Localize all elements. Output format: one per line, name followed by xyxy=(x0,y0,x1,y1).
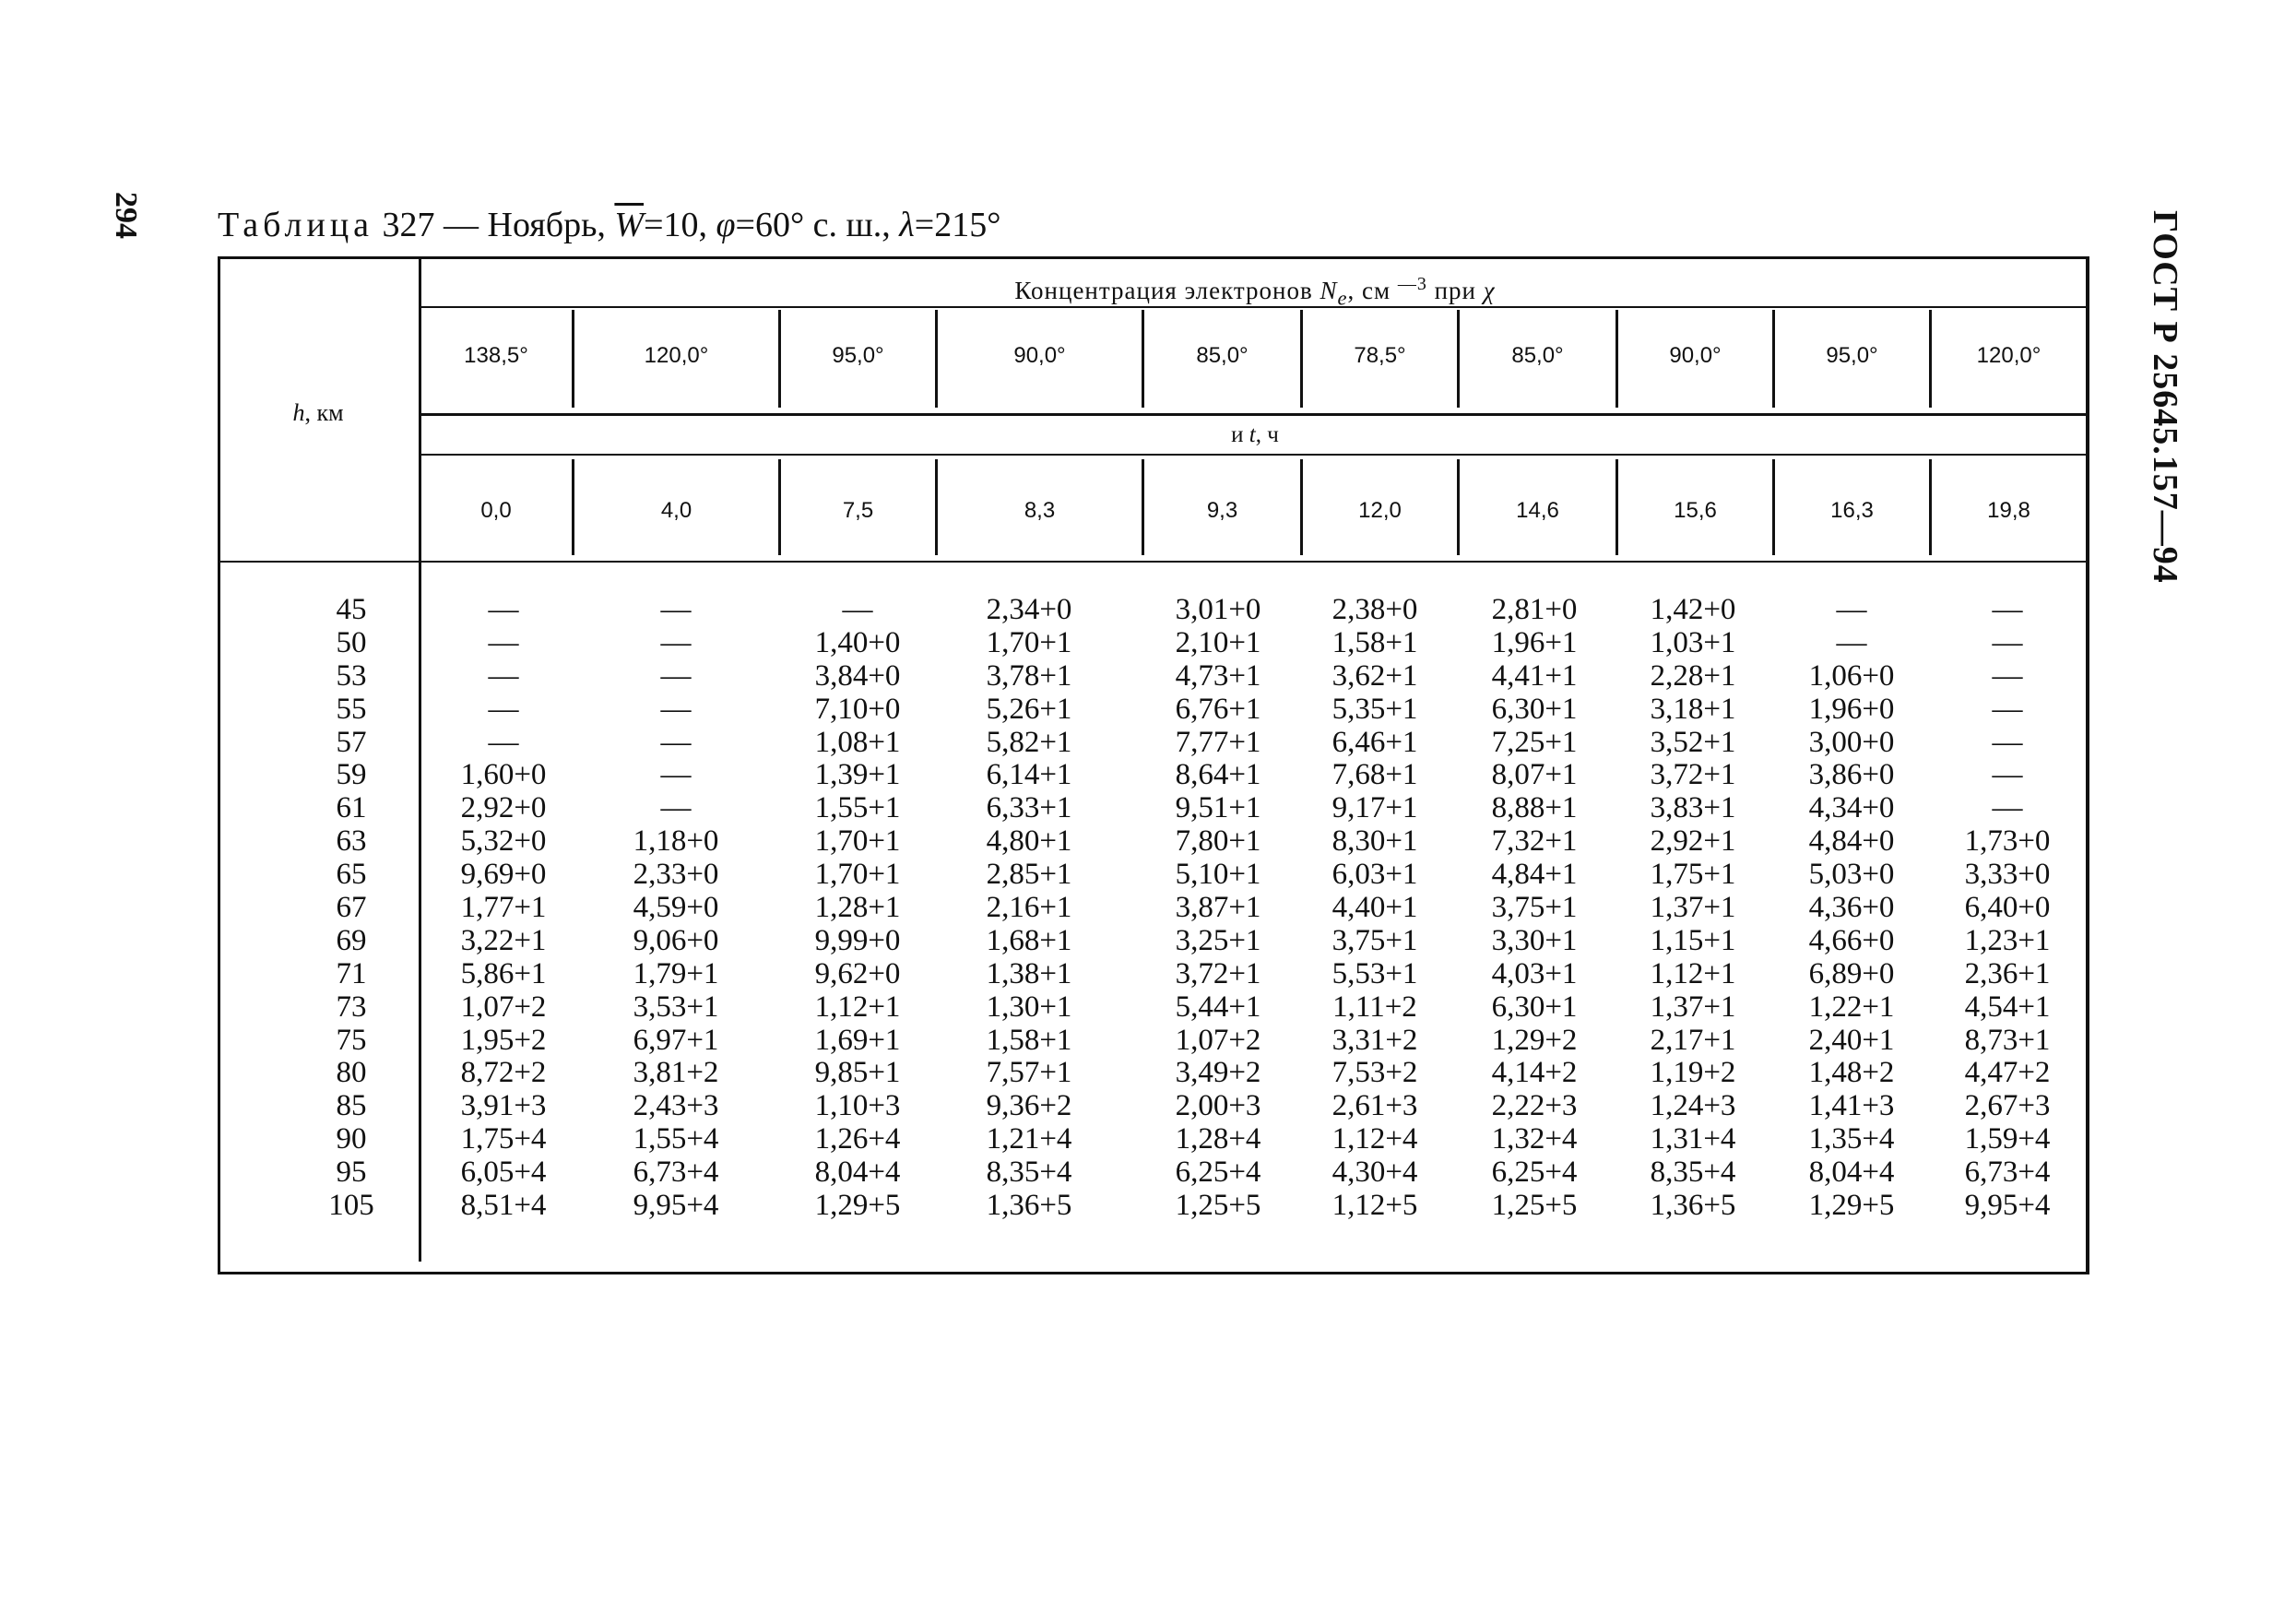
height-column-header xyxy=(218,395,419,432)
value-cell: 5,03+0 xyxy=(1808,858,1895,892)
value-cell: 3,52+1 xyxy=(1650,725,1736,759)
value-cell: 2,10+1 xyxy=(1175,625,1261,659)
chi-cell: 90,0° xyxy=(1669,343,1722,368)
chi-cell: 85,0° xyxy=(1196,343,1249,368)
value-cell: 1,48+2 xyxy=(1808,1056,1895,1090)
height-cell: 63 xyxy=(336,824,367,859)
value-cell: 2,61+3 xyxy=(1331,1089,1418,1123)
value-cell: — xyxy=(1992,593,2023,626)
value-cell: 7,77+1 xyxy=(1175,725,1261,759)
value-cell: 8,72+2 xyxy=(460,1056,547,1090)
value-column xyxy=(937,594,1121,1223)
value-cell: — xyxy=(660,658,692,693)
value-cell: — xyxy=(1836,625,1867,659)
group-header-text-2: , см xyxy=(1347,277,1398,304)
value-column xyxy=(573,594,779,1223)
t-cell: 9,3 xyxy=(1206,498,1238,523)
value-cell: 1,79+1 xyxy=(633,956,719,990)
value-cell: — xyxy=(1992,791,2023,825)
value-cell: 2,40+1 xyxy=(1808,1023,1895,1057)
t-cell: 8,3 xyxy=(1024,498,1056,523)
value-column xyxy=(1296,594,1453,1223)
caption-phi: φ xyxy=(716,206,736,244)
value-cell: 7,53+2 xyxy=(1331,1056,1418,1090)
height-cell: 105 xyxy=(328,1189,374,1223)
value-cell: 2,16+1 xyxy=(986,891,1072,925)
value-cell: 7,25+1 xyxy=(1491,725,1578,759)
table-bottom-rule xyxy=(218,1272,2089,1274)
value-column xyxy=(1140,594,1296,1223)
value-cell: 1,96+1 xyxy=(1491,625,1578,659)
value-cell: 2,22+3 xyxy=(1491,1089,1578,1123)
table-top-rule xyxy=(218,256,2089,259)
value-cell: 1,68+1 xyxy=(986,923,1072,957)
value-cell: 1,26+4 xyxy=(814,1122,901,1156)
value-column xyxy=(1929,594,2086,1223)
height-cell: 90 xyxy=(336,1122,367,1156)
chi-cell: 120,0° xyxy=(1976,343,2042,368)
value-cell: 1,29+5 xyxy=(814,1189,901,1223)
value-cell: — xyxy=(488,692,519,726)
value-cell: 1,69+1 xyxy=(814,1023,901,1057)
value-cell: 9,06+0 xyxy=(633,923,719,957)
value-cell: 2,00+3 xyxy=(1175,1089,1261,1123)
group-header-rule xyxy=(420,306,2086,308)
value-cell: — xyxy=(660,593,692,626)
value-cell: 1,95+2 xyxy=(460,1023,547,1057)
value-cell: 1,30+1 xyxy=(986,990,1072,1024)
value-cell: 5,53+1 xyxy=(1331,956,1418,990)
value-cell: 3,75+1 xyxy=(1331,923,1418,957)
value-cell: 1,03+1 xyxy=(1650,625,1736,659)
value-column xyxy=(775,594,941,1223)
value-cell: 8,35+4 xyxy=(986,1156,1072,1190)
value-cell: 6,97+1 xyxy=(633,1023,719,1057)
value-cell: 3,84+0 xyxy=(814,658,901,693)
value-cell: 1,59+4 xyxy=(1964,1122,2051,1156)
value-cell: 3,22+1 xyxy=(460,923,547,957)
value-cell: 1,28+1 xyxy=(814,891,901,925)
value-cell: 6,33+1 xyxy=(986,791,1072,825)
ne-symbol: N xyxy=(1320,277,1338,304)
value-cell: — xyxy=(1992,658,2023,693)
group-header-text-1: Концентрация электронов xyxy=(1014,277,1320,304)
value-cell: 4,34+0 xyxy=(1808,791,1895,825)
value-cell: — xyxy=(488,658,519,693)
value-cell: 8,73+1 xyxy=(1964,1023,2051,1057)
value-cell: 4,59+0 xyxy=(633,891,719,925)
value-cell: 3,31+2 xyxy=(1331,1023,1418,1057)
value-cell: 1,70+1 xyxy=(814,824,901,859)
height-cell: 45 xyxy=(336,593,367,626)
value-cell: 1,40+0 xyxy=(814,625,901,659)
caption-text-4: =215° xyxy=(914,206,1001,244)
value-cell: 1,10+3 xyxy=(814,1089,901,1123)
t-cell: 0,0 xyxy=(480,498,512,523)
table-caption xyxy=(218,205,1000,245)
height-cell: 73 xyxy=(336,990,367,1024)
height-cell: 50 xyxy=(336,625,367,659)
ne-subscript: e xyxy=(1337,286,1348,310)
time-header-text-1: и xyxy=(1231,422,1249,447)
table-right-border xyxy=(2086,256,2089,1274)
value-cell: — xyxy=(1992,692,2023,726)
value-cell: 2,33+0 xyxy=(633,858,719,892)
value-cell: 1,21+4 xyxy=(986,1122,1072,1156)
value-column xyxy=(1453,594,1615,1223)
value-cell: 1,07+2 xyxy=(1175,1023,1261,1057)
value-cell: — xyxy=(1992,758,2023,792)
value-cell: — xyxy=(488,593,519,626)
caption-text-2: =10, xyxy=(644,206,716,244)
chi-row-rule xyxy=(420,413,2086,416)
t-cell: 15,6 xyxy=(1674,498,1717,523)
value-cell: 1,06+0 xyxy=(1808,658,1895,693)
document-code: ГОСТ Р 25645.157—94 xyxy=(2146,210,2184,584)
value-cell: 2,28+1 xyxy=(1650,658,1736,693)
value-cell: 3,33+0 xyxy=(1964,858,2051,892)
value-cell: 6,73+4 xyxy=(633,1156,719,1190)
value-cell: 3,49+2 xyxy=(1175,1056,1261,1090)
value-cell: 1,22+1 xyxy=(1808,990,1895,1024)
value-cell: 9,99+0 xyxy=(814,923,901,957)
value-cell: 1,38+1 xyxy=(986,956,1072,990)
value-cell: 2,92+0 xyxy=(460,791,547,825)
height-unit: , км xyxy=(304,399,344,426)
value-cell: — xyxy=(660,725,692,759)
value-cell: 9,85+1 xyxy=(814,1056,901,1090)
value-cell: 3,72+1 xyxy=(1175,956,1261,990)
value-cell: 4,36+0 xyxy=(1808,891,1895,925)
value-cell: — xyxy=(488,625,519,659)
caption-text-3: =60° с. ш., xyxy=(735,206,900,244)
electron-concentration-header xyxy=(420,264,2089,310)
value-cell: 7,10+0 xyxy=(814,692,901,726)
value-cell: 8,51+4 xyxy=(460,1189,547,1223)
value-cell: 6,14+1 xyxy=(986,758,1072,792)
value-cell: 6,30+1 xyxy=(1491,692,1578,726)
unit-exponent: —3 xyxy=(1397,274,1427,294)
height-cell: 57 xyxy=(336,725,367,759)
value-cell: 6,03+1 xyxy=(1331,858,1418,892)
value-cell: 3,83+1 xyxy=(1650,791,1736,825)
value-cell: 7,57+1 xyxy=(986,1056,1072,1090)
value-cell: 1,35+4 xyxy=(1808,1122,1895,1156)
value-cell: 6,40+0 xyxy=(1964,891,2051,925)
value-cell: — xyxy=(1836,593,1867,626)
value-cell: 1,31+4 xyxy=(1650,1122,1736,1156)
value-cell: 7,32+1 xyxy=(1491,824,1578,859)
t-header-rule xyxy=(420,454,2086,456)
value-cell: 1,29+5 xyxy=(1808,1189,1895,1223)
time-symbol: t xyxy=(1249,422,1256,447)
value-cell: 2,34+0 xyxy=(986,593,1072,626)
value-cell: 1,12+1 xyxy=(814,990,901,1024)
value-cell: 1,58+1 xyxy=(986,1023,1072,1057)
value-cell: 6,25+4 xyxy=(1175,1156,1261,1190)
value-cell: 2,85+1 xyxy=(986,858,1072,892)
value-cell: 4,30+4 xyxy=(1331,1156,1418,1190)
value-cell: 1,75+4 xyxy=(460,1122,547,1156)
t-cell: 16,3 xyxy=(1830,498,1874,523)
value-cell: 3,75+1 xyxy=(1491,891,1578,925)
page-number: 294 xyxy=(109,192,143,239)
value-cell: 3,81+2 xyxy=(633,1056,719,1090)
caption-lambda: λ xyxy=(899,206,915,244)
value-cell: 1,42+0 xyxy=(1650,593,1736,626)
chi-cell: 95,0° xyxy=(832,343,884,368)
value-cell: 2,36+1 xyxy=(1964,956,2051,990)
height-cell: 61 xyxy=(336,791,367,825)
value-cell: 1,12+5 xyxy=(1331,1189,1418,1223)
value-cell: 1,36+5 xyxy=(986,1189,1072,1223)
height-cell: 55 xyxy=(336,692,367,726)
value-cell: 3,25+1 xyxy=(1175,923,1261,957)
value-cell: 8,07+1 xyxy=(1491,758,1578,792)
value-cell: 5,86+1 xyxy=(460,956,547,990)
value-cell: 3,30+1 xyxy=(1491,923,1578,957)
value-cell: 4,84+1 xyxy=(1491,858,1578,892)
value-cell: 5,10+1 xyxy=(1175,858,1261,892)
value-cell: 3,91+3 xyxy=(460,1089,547,1123)
value-cell: 1,29+2 xyxy=(1491,1023,1578,1057)
value-cell: — xyxy=(842,593,873,626)
value-cell: 4,41+1 xyxy=(1491,658,1578,693)
value-cell: 4,14+2 xyxy=(1491,1056,1578,1090)
value-column xyxy=(420,594,586,1223)
value-cell: 4,73+1 xyxy=(1175,658,1261,693)
height-cell: 53 xyxy=(336,658,367,693)
value-cell: 7,80+1 xyxy=(1175,824,1261,859)
chi-cell: 95,0° xyxy=(1826,343,1878,368)
value-cell: 1,28+4 xyxy=(1175,1122,1261,1156)
value-cell: 1,39+1 xyxy=(814,758,901,792)
value-cell: 1,07+2 xyxy=(460,990,547,1024)
value-cell: 2,67+3 xyxy=(1964,1089,2051,1123)
value-cell: 3,86+0 xyxy=(1808,758,1895,792)
value-cell: 7,68+1 xyxy=(1331,758,1418,792)
time-header-text-2: , ч xyxy=(1255,422,1279,447)
caption-prefix: Таблица xyxy=(218,206,374,244)
value-cell: 8,35+4 xyxy=(1650,1156,1736,1190)
height-values xyxy=(282,594,420,1223)
value-cell: 2,81+0 xyxy=(1491,593,1578,626)
value-cell: 3,62+1 xyxy=(1331,658,1418,693)
value-cell: 1,55+4 xyxy=(633,1122,719,1156)
value-cell: 1,75+1 xyxy=(1650,858,1736,892)
value-cell: 6,76+1 xyxy=(1175,692,1261,726)
value-cell: 1,24+3 xyxy=(1650,1089,1736,1123)
value-cell: 4,40+1 xyxy=(1331,891,1418,925)
chi-cell: 90,0° xyxy=(1013,343,1066,368)
value-cell: 5,44+1 xyxy=(1175,990,1261,1024)
height-symbol: h xyxy=(292,399,305,426)
value-cell: 4,54+1 xyxy=(1964,990,2051,1024)
value-cell: 3,78+1 xyxy=(986,658,1072,693)
value-cell: 4,66+0 xyxy=(1808,923,1895,957)
value-cell: — xyxy=(1992,725,2023,759)
height-cell: 69 xyxy=(336,923,367,957)
chi-symbol: χ xyxy=(1483,277,1496,304)
value-cell: 2,38+0 xyxy=(1331,593,1418,626)
value-cell: — xyxy=(488,725,519,759)
header-bottom-rule xyxy=(218,561,2086,563)
caption-text-1: 327 — Ноябрь, xyxy=(373,206,615,244)
value-cell: 2,43+3 xyxy=(633,1089,719,1123)
value-cell: 9,69+0 xyxy=(460,858,547,892)
value-cell: 1,15+1 xyxy=(1650,923,1736,957)
t-cell: 4,0 xyxy=(660,498,692,523)
value-cell: 3,01+0 xyxy=(1175,593,1261,626)
value-cell: 6,89+0 xyxy=(1808,956,1895,990)
value-cell: 6,30+1 xyxy=(1491,990,1578,1024)
height-cell: 67 xyxy=(336,891,367,925)
caption-w-symbol: $\overline{W}$ xyxy=(614,206,645,244)
height-cell: 65 xyxy=(336,858,367,892)
t-cell: 7,5 xyxy=(842,498,874,523)
height-cell: 71 xyxy=(336,956,367,990)
value-cell: 9,62+0 xyxy=(814,956,901,990)
value-cell: 1,23+1 xyxy=(1964,923,2051,957)
value-cell: 9,95+4 xyxy=(1964,1189,2051,1223)
chi-cell: 120,0° xyxy=(644,343,709,368)
value-cell: — xyxy=(660,758,692,792)
value-cell: 5,26+1 xyxy=(986,692,1072,726)
value-cell: 1,12+1 xyxy=(1650,956,1736,990)
value-cell: 4,47+2 xyxy=(1964,1056,2051,1090)
value-column xyxy=(1770,594,1933,1223)
value-cell: 1,73+0 xyxy=(1964,824,2051,859)
value-cell: — xyxy=(1992,625,2023,659)
value-cell: 5,32+0 xyxy=(460,824,547,859)
value-cell: 9,36+2 xyxy=(986,1089,1072,1123)
value-cell: 6,25+4 xyxy=(1491,1156,1578,1190)
t-cell: 19,8 xyxy=(1987,498,2030,523)
value-cell: 1,41+3 xyxy=(1808,1089,1895,1123)
value-cell: 5,82+1 xyxy=(986,725,1072,759)
value-cell: 3,00+0 xyxy=(1808,725,1895,759)
chi-cell: 85,0° xyxy=(1511,343,1564,368)
height-cell: 80 xyxy=(336,1056,367,1090)
chi-cell: 138,5° xyxy=(464,343,528,368)
value-cell: 5,35+1 xyxy=(1331,692,1418,726)
value-cell: 1,58+1 xyxy=(1331,625,1418,659)
value-cell: 1,12+4 xyxy=(1331,1122,1418,1156)
value-cell: 1,25+5 xyxy=(1175,1189,1261,1223)
value-cell: 1,36+5 xyxy=(1650,1189,1736,1223)
value-cell: 1,37+1 xyxy=(1650,990,1736,1024)
value-cell: 3,18+1 xyxy=(1650,692,1736,726)
value-cell: 1,37+1 xyxy=(1650,891,1736,925)
value-cell: 1,32+4 xyxy=(1491,1122,1578,1156)
value-cell: 1,08+1 xyxy=(814,725,901,759)
value-cell: — xyxy=(660,625,692,659)
value-cell: 1,70+1 xyxy=(986,625,1072,659)
value-cell: 1,55+1 xyxy=(814,791,901,825)
value-cell: 9,51+1 xyxy=(1175,791,1261,825)
height-cell: 95 xyxy=(336,1156,367,1190)
value-cell: 1,18+0 xyxy=(633,824,719,859)
value-cell: 8,04+4 xyxy=(814,1156,901,1190)
group-header-text-3: при xyxy=(1426,277,1484,304)
value-cell: 4,80+1 xyxy=(986,824,1072,859)
value-cell: 1,77+1 xyxy=(460,891,547,925)
value-cell: 4,03+1 xyxy=(1491,956,1578,990)
t-cell: 12,0 xyxy=(1358,498,1402,523)
value-cell: 1,19+2 xyxy=(1650,1056,1736,1090)
value-cell: 8,64+1 xyxy=(1175,758,1261,792)
chi-cell: 78,5° xyxy=(1354,343,1406,368)
value-cell: 8,04+4 xyxy=(1808,1156,1895,1190)
value-cell: 1,60+0 xyxy=(460,758,547,792)
value-cell: 3,53+1 xyxy=(633,990,719,1024)
value-cell: 8,30+1 xyxy=(1331,824,1418,859)
height-cell: 59 xyxy=(336,758,367,792)
value-cell: 2,92+1 xyxy=(1650,824,1736,859)
value-cell: — xyxy=(660,692,692,726)
value-cell: 1,96+0 xyxy=(1808,692,1895,726)
value-cell: 9,95+4 xyxy=(633,1189,719,1223)
value-cell: 9,17+1 xyxy=(1331,791,1418,825)
value-cell: 1,70+1 xyxy=(814,858,901,892)
data-table xyxy=(218,256,2089,1274)
value-cell: 6,46+1 xyxy=(1331,725,1418,759)
value-cell: 1,25+5 xyxy=(1491,1189,1578,1223)
value-cell: 2,17+1 xyxy=(1650,1023,1736,1057)
value-cell: 6,05+4 xyxy=(460,1156,547,1190)
value-cell: 6,73+4 xyxy=(1964,1156,2051,1190)
time-header xyxy=(420,420,2089,451)
height-cell: 85 xyxy=(336,1089,367,1123)
value-column xyxy=(1612,594,1774,1223)
value-cell: 8,88+1 xyxy=(1491,791,1578,825)
value-cell: — xyxy=(660,791,692,825)
height-cell: 75 xyxy=(336,1023,367,1057)
value-cell: 3,87+1 xyxy=(1175,891,1261,925)
value-cell: 4,84+0 xyxy=(1808,824,1895,859)
value-cell: 3,72+1 xyxy=(1650,758,1736,792)
t-cell: 14,6 xyxy=(1516,498,1559,523)
value-cell: 1,11+2 xyxy=(1332,990,1417,1024)
